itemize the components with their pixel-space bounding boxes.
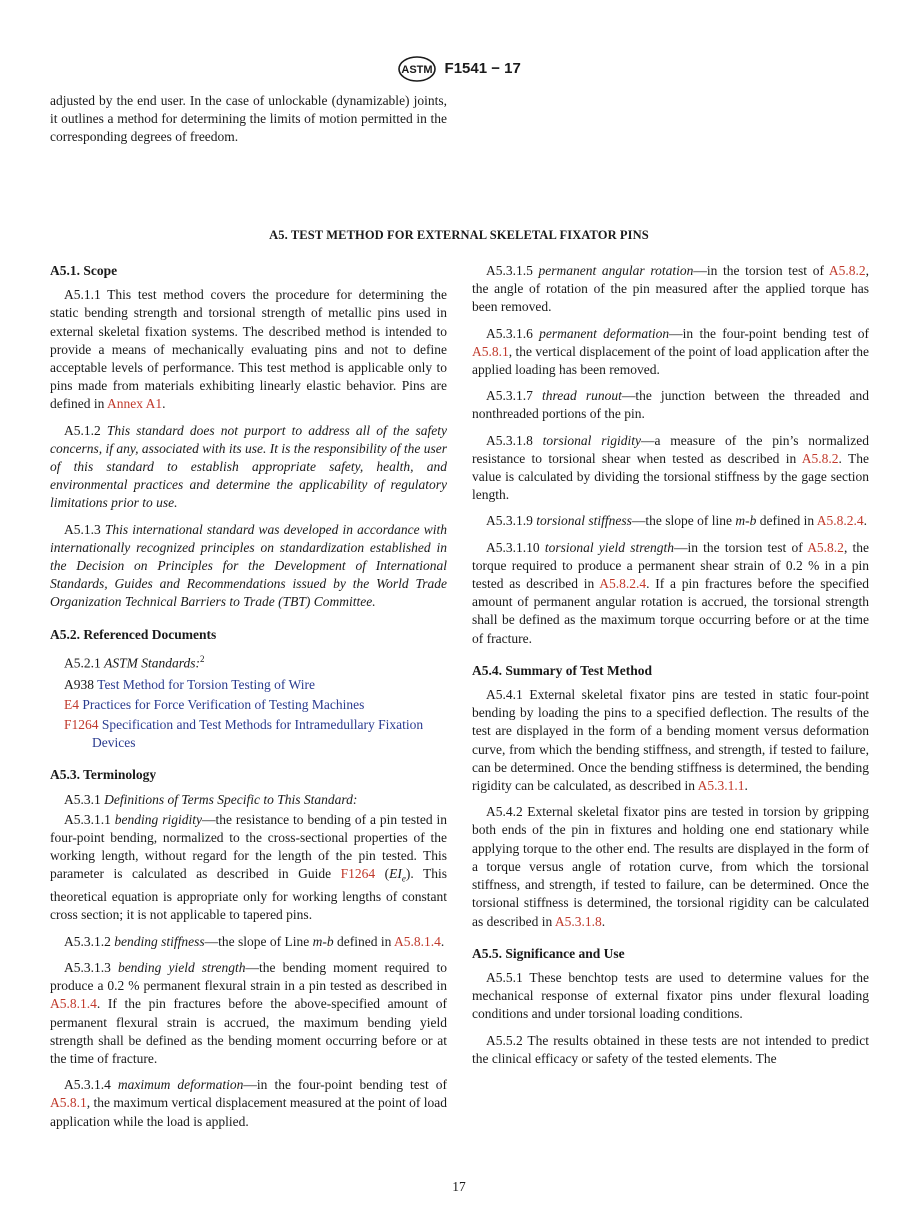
link-a5-8-1[interactable]: A5.8.1 bbox=[50, 1095, 87, 1111]
link-a5-3-1-8[interactable]: A5.3.1.8 bbox=[554, 913, 602, 929]
para-a5-3-1-4: A5.3.1.4 maximum deformation—in the four-point bending test of A5.8.1, the maximum vertical displacement measured at the point of load application while the load is applied. bbox=[50, 1077, 448, 1129]
page-header bbox=[0, 56, 918, 82]
para-a5-4-1: A5.4.1 External skeletal fixator pins are tested in static four-point bending by loading the pins to a specified deflection. The results of the test are displayed in the form of a bending moment versus deformation curve, from which the bending stiffness, and strength, if tested to failure, can be determined. Once the bending stiffness is determined, the bending rigidity can be calculated, as described in A5.3.1.1. bbox=[472, 687, 869, 794]
left-column bbox=[50, 262, 447, 1139]
para-a5-3-1: A5.3.1 Definitions of Terms Specific to This Standard: bbox=[64, 791, 358, 807]
link-annex-a1[interactable]: Annex A1 bbox=[107, 396, 163, 412]
para-a5-3-1-1: A5.3.1.1 bending rigidity—the resistance to bending of a pin tested in four-point bending, normalized to the cross-sectional properties of the working length, without regard for the length of the pin tested. This parameter is calculated as described in Guide F1264 $(EI_e)$. This theoretical equation is appropriate only for working lengths of constant cross section; it is not applicable to tapered pins. bbox=[50, 811, 448, 923]
link-a5-8-1-4[interactable]: A5.8.1.4 bbox=[393, 933, 441, 949]
para-a5-3-1-10: A5.3.1.10 torsional yield strength—in the torsion test of A5.8.2, the torque required to produce a permanent shear strain of 0.2 % in a pin tested as described in A5.8.2.4. If a pin fractures before the specified amount of permanent angular rotation is accrued, the torsional strength shall be defined as the maximum torque occurring before or at the time of fracture. bbox=[472, 539, 869, 646]
heading-scope: A5.1. Scope bbox=[50, 263, 118, 278]
heading-significance: A5.5. Significance and Use bbox=[472, 945, 625, 961]
para-a5-4-2: A5.4.2 External skeletal fixator pins are tested in torsion by gripping both ends of the pin in fixtures and holding one end stationary while applying torque to the other end. The results are displayed in the form of a torque versus angle of rotation curve, from which the torsional stiffness, and strength, if tested to failure, can be determined. Once the torsional stiffness is determined, the torsional rigidity can be calculated as described in A5.3.1.8. bbox=[472, 804, 869, 929]
link-f1264[interactable]: Specification and Test Methods for Intramedullary Fixation Devices bbox=[92, 716, 424, 751]
link-a5-8-2-4[interactable]: A5.8.2.4 bbox=[599, 576, 647, 592]
reference-f1264: F1264 Specification and Test Methods for Intramedullary Fixation Devices bbox=[64, 716, 424, 751]
para-a5-3-1-5: A5.3.1.5 permanent angular rotation—in the torsion test of A5.8.2, the angle of rotation of the pin measured after the applied torque has been removed. bbox=[472, 263, 869, 315]
heading-terminology: A5.3. Terminology bbox=[50, 767, 157, 783]
section-title: A5. TEST METHOD FOR EXTERNAL SKELETAL FIXATOR PINS bbox=[269, 228, 649, 242]
para-a5-3-1-6: A5.3.1.6 permanent deformation—in the four-point bending test of A5.8.1, the vertical displacement of the point of load application after the applied loading has been removed. bbox=[472, 325, 869, 378]
para-a5-3-1-9: A5.3.1.9 torsional stiffness—the slope of line m-b defined in A5.8.2.4. bbox=[486, 513, 867, 529]
link-a5-8-2[interactable]: A5.8.2 bbox=[807, 539, 844, 555]
para-a5-5-1: A5.5.1 These benchtop tests are used to determine values for the mechanical response of external fixator pins under flexural loading conditions and under torsional loading conditions. bbox=[472, 969, 869, 1022]
para-a5-3-1-2: A5.3.1.2 bending stiffness—the slope of Line m-b defined in A5.8.1.4. bbox=[64, 933, 445, 949]
link-a5-8-1[interactable]: A5.8.1 bbox=[472, 343, 509, 359]
standard-code: F1541 − 17 bbox=[444, 59, 521, 77]
continued-text: adjusted by the end user. In the case of unlockable (dynamizable) joints, it outlines a method for determining the limits of motion permitted in the corresponding degrees of freedom. bbox=[50, 93, 447, 145]
heading-summary: A5.4. Summary of Test Method bbox=[472, 662, 653, 678]
para-a5-3-1-7: A5.3.1.7 thread runout—the junction between the threaded and nonthreaded portions of the pin. bbox=[472, 388, 870, 422]
astm-logo-icon bbox=[397, 56, 437, 82]
link-a5-8-2[interactable]: A5.8.2 bbox=[801, 450, 839, 466]
page-number: 17 bbox=[452, 1179, 466, 1194]
right-column bbox=[472, 262, 869, 1076]
para-a5-1-3: A5.1.3 This international standard was developed in accordance with internationally recognized principles on standardization established in the Decision on Principles for the Development of International Standards, Guides and Recommendations issued by the World Trade Organization Technical Barriers to Trade (TBT) Committee. bbox=[50, 521, 448, 610]
link-a5-8-1-4[interactable]: A5.8.1.4 bbox=[50, 996, 97, 1012]
link-e4[interactable]: Practices for Force Verification of Testing Machines bbox=[82, 696, 365, 712]
reference-a938: A938 Test Method for Torsion Testing of Wire bbox=[64, 676, 315, 692]
para-a5-1-1: A5.1.1 This test method covers the procedure for determining the static bending strength and torsional strength of metallic pins used in external skeletal fixation systems. The described method is intended to provide a means of mechanically evaluating pins and not to define acceptable levels of performance. This test method is applicable only to pins made from materials exhibiting linearly elastic behavior. Pins are defined in Annex A1. bbox=[50, 287, 447, 412]
para-a5-3-1-8: A5.3.1.8 torsional rigidity—a measure of the pin’s normalized resistance to torsional shear when tested as described in A5.8.2. The value is calculated by dividing the torsional stiffness by the gage section length. bbox=[472, 432, 870, 503]
para-a5-1-2: A5.1.2 This standard does not purport to address all of the safety concerns, if any, associated with its use. It is the responsibility of the user of this standard to establish appropriate safety, health, and environmental practices and determine the applicability of regulatory limitations prior to use. bbox=[50, 422, 448, 511]
para-a5-2-1: A5.2.1 ASTM Standards:$^2$ bbox=[64, 653, 205, 671]
link-a5-8-2[interactable]: A5.8.2 bbox=[828, 263, 866, 278]
para-a5-3-1-3: A5.3.1.3 bending yield strength—the bending moment required to produce a 0.2 % permanent flexural strain in a pin tested as described in A5.8.1.4. If the pin fractures before the above-specified amount of permanent flexural strain is accrued, the maximum bending yield strength shall be defined as the bending moment occurring before or at the time of fracture. bbox=[50, 959, 447, 1066]
para-a5-5-2: A5.5.2 The results obtained in these tests are not intended to predict the clinical efficacy or safety of the tested elements. The bbox=[472, 1032, 869, 1066]
link-a5-8-2-4[interactable]: A5.8.2.4 bbox=[816, 513, 864, 529]
link-a5-3-1-1[interactable]: A5.3.1.1 bbox=[697, 778, 745, 794]
reference-e4: E4 Practices for Force Verification of Testing Machines bbox=[64, 696, 365, 712]
link-f1264-guide[interactable]: F1264 bbox=[340, 866, 376, 882]
heading-referenced-documents: A5.2. Referenced Documents bbox=[50, 626, 217, 642]
link-a938[interactable]: Test Method for Torsion Testing of Wire bbox=[97, 676, 315, 692]
logo-text: ASTM bbox=[401, 64, 433, 76]
